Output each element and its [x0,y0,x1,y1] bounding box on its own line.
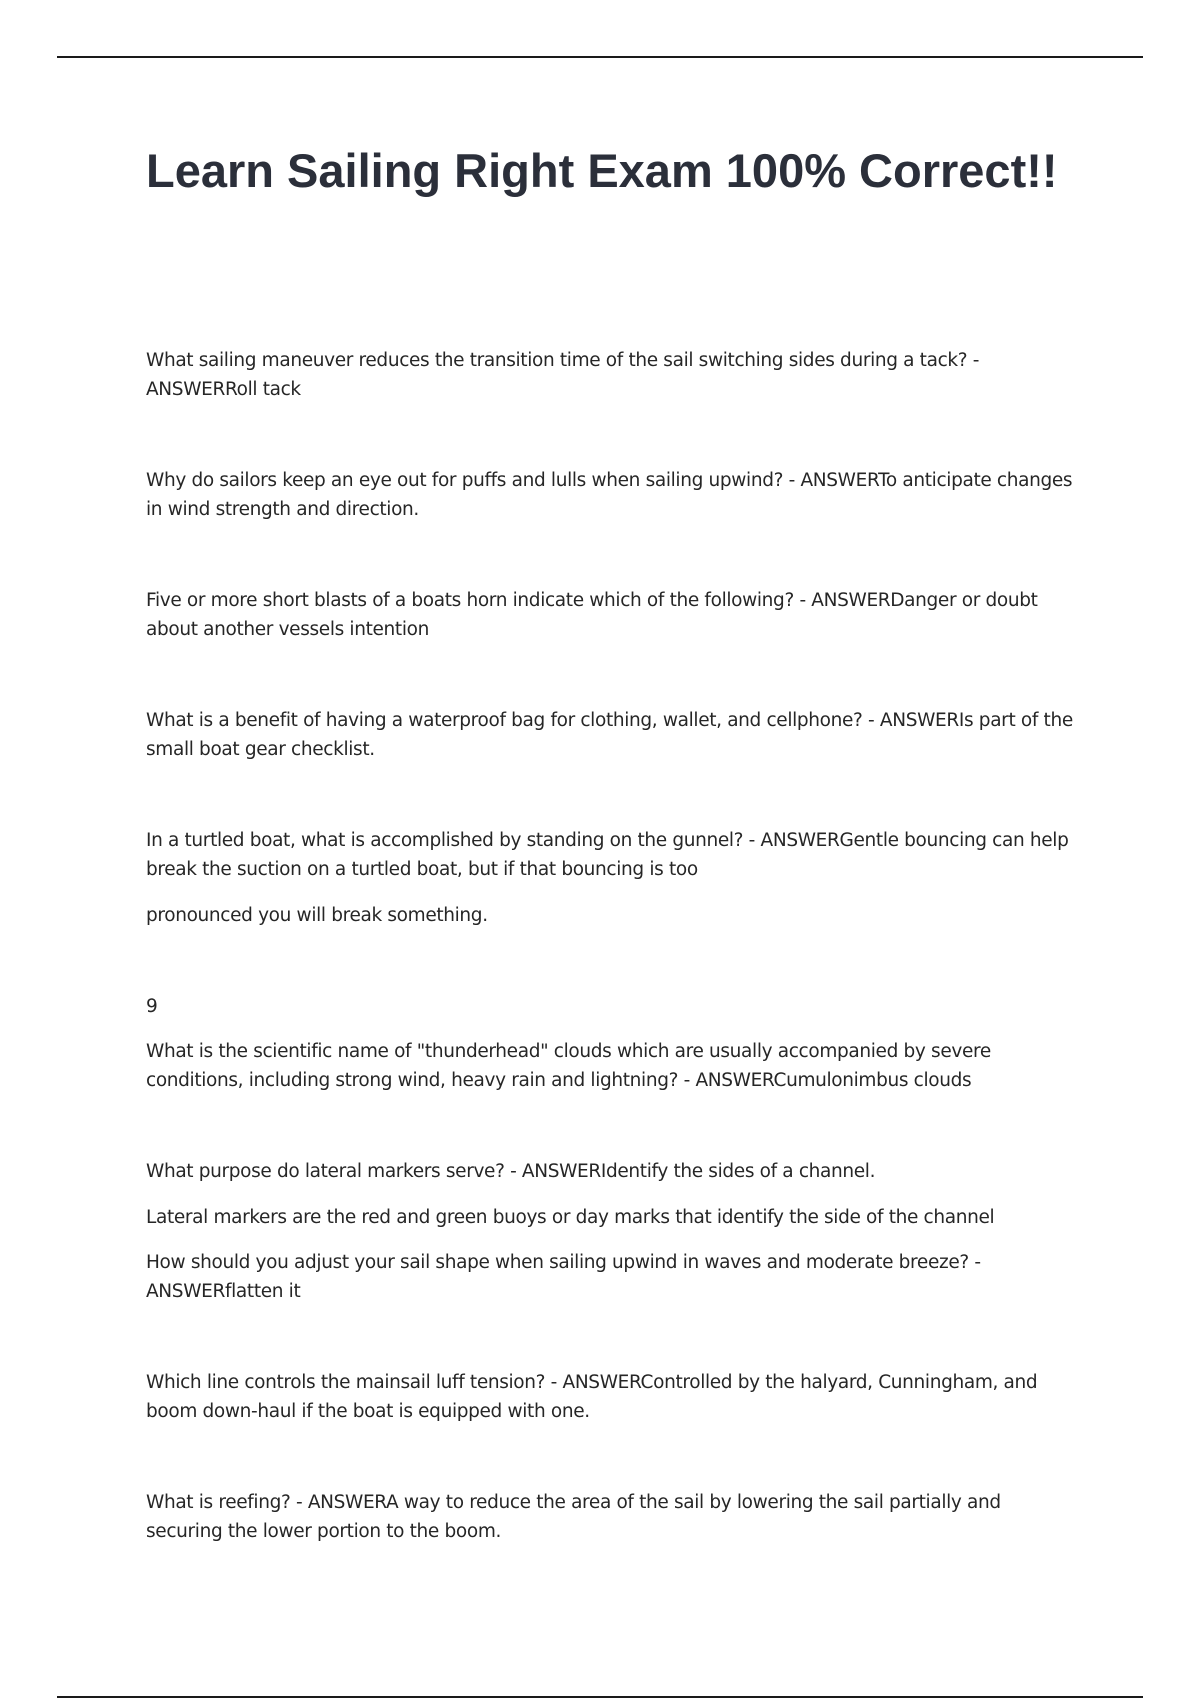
question-reefing: What is reefing? - ANSWERA way to reduce the area of the sail by lowering the sail partially and securing the lower portion to the boom. [146,1492,1001,1542]
question-roll-tack: What sailing maneuver reduces the transition time of the sail switching sides during a tack? - ANSWERRoll tack [146,350,980,400]
question-puffs-lulls: Why do sailors keep an eye out for puffs and lulls when sailing upwind? - ANSWERTo anticipate changes in wind strength and direction. [146,470,1073,520]
question-luff-tension: Which line controls the mainsail luff tension? - ANSWERControlled by the halyard, Cunningham, and boom down-haul if the boat is equipped with one. [146,1372,1038,1422]
question-turtled-boat-continued: pronounced you will break something. [146,905,488,926]
question-sail-shape: How should you adjust your sail shape when sailing upwind in waves and moderate breeze? - ANSWERflatten it [146,1252,981,1302]
question-lateral-markers: What purpose do lateral markers serve? - ANSWERIdentify the sides of a channel. [146,1161,876,1182]
lateral-markers-explanation: Lateral markers are the red and green buoys or day marks that identify the side of the channel [146,1207,995,1228]
question-thunderhead-clouds: What is the scientific name of "thunderhead" clouds which are usually accompanied by severe conditions, including strong wind, heavy rain and lightning? - ANSWERCumulonimbus clouds [146,1041,991,1091]
question-horn-blasts: Five or more short blasts of a boats horn indicate which of the following? - ANSWERDanger or doubt about another vessels intention [146,590,1038,640]
document-title: Learn Sailing Right Exam 100% Correct!! [146,144,1058,197]
top-divider [57,56,1143,58]
question-turtled-boat: In a turtled boat, what is accomplished by standing on the gunnel? - ANSWERGentle bouncing can help break the suction on a turtled boat, but if that bouncing is too [146,830,1069,880]
bottom-divider [57,1696,1143,1698]
page-number: 9 [146,996,158,1017]
question-waterproof-bag: What is a benefit of having a waterproof bag for clothing, wallet, and cellphone? - ANSWERIs part of the small boat gear checklist. [146,710,1073,760]
